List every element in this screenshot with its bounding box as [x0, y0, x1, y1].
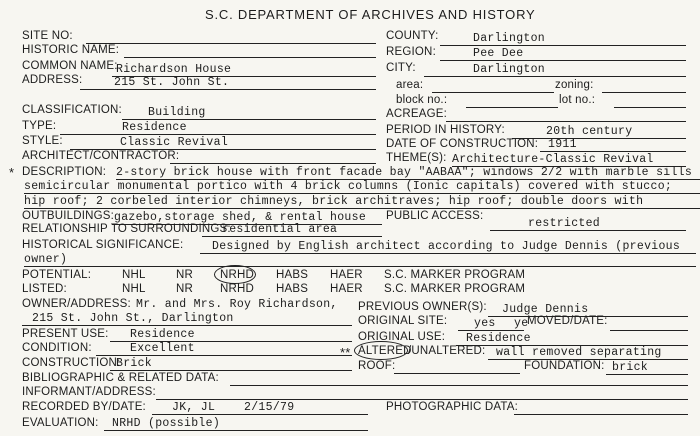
- foundation-line: [606, 374, 688, 375]
- area-line: [432, 92, 554, 93]
- address-label: ADDRESS:: [22, 74, 83, 86]
- classification-line: [122, 119, 376, 120]
- type-value: Residence: [122, 121, 187, 134]
- area-label: area:: [396, 79, 424, 91]
- description-underline-2: [24, 193, 700, 194]
- significance-underline-1: [200, 253, 696, 254]
- photographic-line: [514, 414, 688, 415]
- public-access-value: restricted: [528, 217, 601, 230]
- present-use-label: PRESENT USE:: [22, 328, 109, 340]
- style-label: STYLE:: [22, 135, 63, 147]
- historic-name-label: HISTORIC NAME:: [22, 44, 120, 56]
- region-value: Pee Dee: [473, 47, 524, 60]
- potential-haer: HAER: [330, 269, 363, 281]
- significance-label: HISTORICAL SIGNIFICANCE:: [22, 239, 184, 251]
- original-use-value: Residence: [466, 332, 531, 345]
- evaluation-line: [104, 430, 368, 431]
- address-line: [80, 89, 376, 90]
- altered-marks: **: [340, 345, 351, 360]
- description-line-3: hip roof; 2 corbeled interior chimneys, brick architraves; hip roof; double doors with: [24, 195, 644, 208]
- relationship-label: RELATIONSHIP TO SURROUNDINGS:: [22, 223, 231, 235]
- description-line-1: 2-story brick house with front facade bay "AABAA"; windows 2/2 with marble sills: [116, 166, 693, 179]
- date-construction-label: DATE OF CONSTRUCTION:: [386, 138, 539, 150]
- period-label: PERIOD IN HISTORY:: [386, 124, 505, 136]
- type-label: TYPE:: [22, 120, 57, 132]
- informant-label: INFORMANT/ADDRESS:: [22, 386, 156, 398]
- county-line: [440, 45, 686, 46]
- bibliographic-line: [230, 385, 688, 386]
- present-use-value: Residence: [130, 328, 195, 341]
- roof-line: [394, 373, 520, 374]
- condition-value: Excellent: [130, 342, 195, 355]
- city-value: Darlington: [473, 63, 546, 76]
- classification-label: CLASSIFICATION:: [22, 104, 122, 116]
- site-no-label: SITE NO:: [22, 30, 73, 42]
- site-no-line: [86, 43, 376, 44]
- public-access-label: PUBLIC ACCESS:: [386, 210, 484, 222]
- listed-marker: S.C. MARKER PROGRAM: [384, 283, 526, 295]
- description-label: DESCRIPTION:: [22, 166, 107, 178]
- potential-nhl: NHL: [122, 269, 146, 281]
- listed-haer: HAER: [330, 283, 363, 295]
- region-line: [440, 60, 686, 61]
- original-site-line: [458, 330, 524, 331]
- region-label: REGION:: [386, 46, 436, 58]
- classification-value: Building: [148, 106, 206, 119]
- nrhd-circle-mark: [214, 265, 256, 284]
- condition-line: [96, 355, 352, 356]
- outbuildings-label: OUTBUILDINGS:: [22, 210, 115, 222]
- block-no-label: block no.:: [396, 94, 448, 106]
- original-use-label: ORIGINAL USE:: [358, 331, 446, 343]
- county-value: Darlington: [473, 32, 546, 45]
- themes-value: Architecture-Classic Revival: [452, 153, 654, 166]
- owner-label: OWNER/ADDRESS:: [22, 298, 131, 310]
- themes-label: THEME(S):: [386, 152, 447, 164]
- recorded-line: [152, 414, 368, 415]
- block-no-line: [466, 107, 558, 108]
- original-site-value: yes: [474, 317, 496, 330]
- original-site-extra: ye: [514, 317, 529, 330]
- potential-label: POTENTIAL:: [22, 269, 92, 281]
- page-title: S.C. DEPARTMENT OF ARCHIVES AND HISTORY: [205, 7, 536, 22]
- city-label: CITY:: [386, 62, 416, 74]
- outbuildings-value: gazebo,storage shed, & rental house: [114, 211, 367, 224]
- type-line: [60, 134, 376, 135]
- significance-line-2: owner): [24, 253, 68, 266]
- altered-value: wall removed separating: [496, 346, 662, 359]
- county-label: COUNTY:: [386, 30, 439, 42]
- potential-habs: HABS: [276, 269, 309, 281]
- construction-value: Brick: [116, 357, 153, 370]
- lot-no-label: lot no.:: [559, 94, 596, 106]
- foundation-label: FOUNDATION:: [524, 360, 605, 372]
- construction-label: CONSTRUCTION:: [22, 357, 121, 369]
- previous-owner-label: PREVIOUS OWNER(S):: [358, 301, 487, 313]
- address-value: 215 St. John St.: [114, 76, 230, 89]
- relationship-line: [202, 236, 382, 237]
- date-construction-value: 1911: [548, 138, 577, 151]
- date-construction-line: [540, 151, 686, 152]
- bibliographic-label: BIBLIOGRAPHIC & RELATED DATA:: [22, 372, 219, 384]
- informant-line: [156, 399, 688, 400]
- listed-nhl: NHL: [122, 283, 146, 295]
- altered-label: ALTERED: [358, 345, 412, 357]
- recorded-value: JK, JL 2/15/79: [172, 401, 295, 414]
- description-underline-3: [24, 208, 700, 209]
- description-asterisk: *: [9, 165, 15, 180]
- significance-underline-2: [24, 266, 696, 267]
- evaluation-label: EVALUATION:: [22, 417, 99, 429]
- evaluation-value: NRHD (possible): [112, 417, 221, 430]
- acreage-line: [446, 121, 686, 122]
- significance-line-1: Designed by English architect according to Judge Dennis (previous: [212, 240, 681, 253]
- recorded-label: RECORDED BY/DATE:: [22, 401, 146, 413]
- original-site-label: ORIGINAL SITE:: [358, 315, 448, 327]
- relationship-value: residential area: [222, 223, 338, 236]
- city-line: [424, 76, 686, 77]
- potential-nrhd: NRHD: [220, 269, 255, 281]
- previous-owner-value: Judge Dennis: [502, 303, 589, 316]
- photographic-label: PHOTOGRAPHIC DATA:: [386, 401, 519, 413]
- listed-nr: NR: [176, 283, 194, 295]
- owner-line-1: Mr. and Mrs. Roy Richardson,: [136, 298, 338, 311]
- foundation-value: brick: [612, 361, 649, 374]
- altered-circle-mark: [354, 341, 408, 360]
- potential-marker: S.C. MARKER PROGRAM: [384, 269, 526, 281]
- common-name-label: COMMON NAME:: [22, 60, 118, 72]
- roof-label: ROOF:: [358, 360, 396, 372]
- architect-label: ARCHITECT/CONTRACTOR:: [22, 150, 180, 162]
- zoning-label: zoning:: [555, 79, 594, 91]
- description-line-2: semicircular monumental portico with 4 brick columns (Ionic capitals) covered with stucco;: [24, 180, 673, 193]
- owner-underline: [22, 325, 352, 326]
- construction-line: [110, 370, 352, 371]
- potential-nr: NR: [176, 269, 194, 281]
- condition-label: CONDITION:: [22, 342, 92, 354]
- unaltered-label: /UNALTERED:: [408, 345, 486, 357]
- historic-name-line: [124, 57, 376, 58]
- lot-no-line: [614, 107, 686, 108]
- moved-date-line: [610, 330, 688, 331]
- period-value: 20th century: [546, 125, 633, 138]
- listed-label: LISTED:: [22, 283, 67, 295]
- style-value: Classic Revival: [120, 136, 229, 149]
- moved-date-label: MOVED/DATE:: [527, 315, 608, 327]
- acreage-label: ACREAGE:: [386, 108, 448, 120]
- listed-nrhd: NRHD: [220, 283, 255, 295]
- public-access-line: [490, 230, 686, 231]
- common-name-value: Richardson House: [116, 63, 232, 76]
- architect-line: [170, 163, 376, 164]
- zoning-line: [602, 92, 686, 93]
- listed-habs: HABS: [276, 283, 309, 295]
- owner-line-2: 215 St. John St., Darlington: [32, 312, 234, 325]
